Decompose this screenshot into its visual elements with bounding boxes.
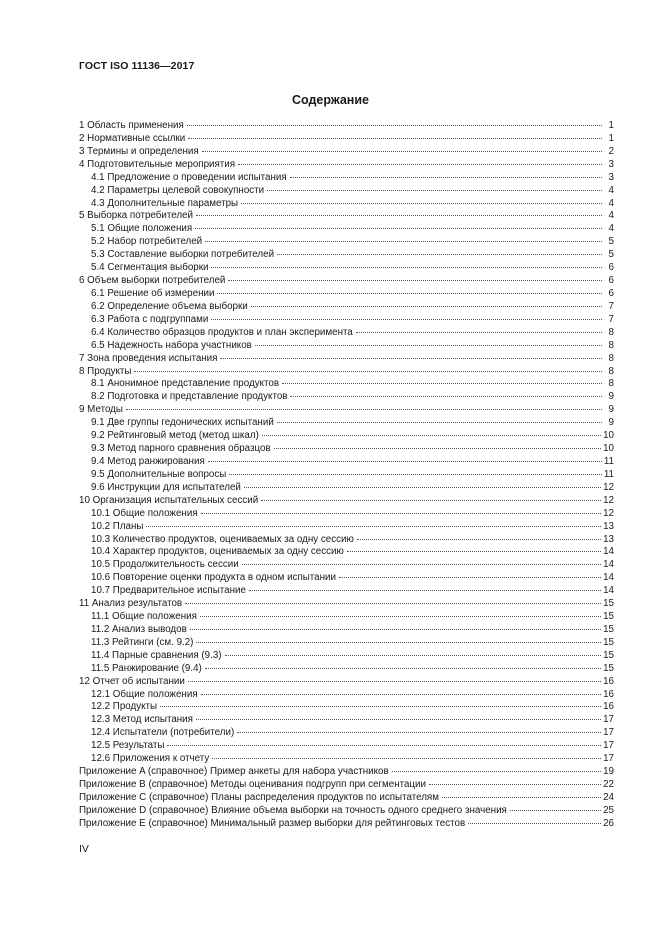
dot-leader xyxy=(211,319,602,320)
dot-leader xyxy=(146,526,601,527)
toc-entry-title: 12.3 Метод испытания xyxy=(91,714,193,726)
dot-leader xyxy=(188,138,602,139)
toc-title: Содержание xyxy=(291,93,369,107)
toc-entry-page: 15 xyxy=(603,611,614,623)
toc-entry-title: 6.4 Количество образцов продуктов и план эксперимента xyxy=(91,326,353,338)
toc-entry-title: 10.1 Общие положения xyxy=(91,507,198,519)
toc-entry[interactable] xyxy=(79,534,614,547)
toc-entry-page: 22 xyxy=(603,779,614,791)
toc-entry-title: 9.5 Дополнительные вопросы xyxy=(91,468,227,480)
toc-entry-title: 1 Область применения xyxy=(79,120,184,131)
toc-entry-title: Приложение D (справочное) Влияние объема выборки на точность одного среднего значения xyxy=(79,804,507,816)
toc-entry[interactable] xyxy=(79,469,614,482)
dot-leader xyxy=(217,293,602,294)
toc-entry[interactable] xyxy=(79,766,614,779)
toc-entry-title: 5.3 Составление выборки потребителей xyxy=(91,249,275,261)
toc-entry-page: 8 xyxy=(608,352,614,364)
toc-entry-page: 12 xyxy=(603,494,614,506)
toc-entry-page: 14 xyxy=(603,585,614,597)
dot-leader xyxy=(205,241,602,242)
toc-entry[interactable] xyxy=(79,288,614,301)
toc-entry[interactable] xyxy=(79,120,614,133)
toc-entry-title: 9 Методы xyxy=(79,404,123,416)
dot-leader xyxy=(201,513,601,514)
dot-leader xyxy=(126,409,602,410)
toc-entry[interactable] xyxy=(79,637,614,650)
toc-entry-title: 12.6 Приложения к отчету xyxy=(91,753,210,765)
toc-entry-page: 19 xyxy=(603,766,614,778)
dot-leader xyxy=(267,190,602,191)
toc-entry-title: 12.4 Испытатели (потребители) xyxy=(91,727,235,739)
toc-entry-page: 16 xyxy=(603,675,614,687)
toc-entry-title: 11.1 Общие положения xyxy=(91,611,197,623)
toc-entry[interactable] xyxy=(79,689,614,702)
toc-entry-page: 12 xyxy=(603,507,614,519)
toc-entry[interactable] xyxy=(79,314,614,327)
toc-entry-title: 4.2 Параметры целевой совокупности xyxy=(91,184,265,196)
toc-entry-title: 5 Выборка потребителей xyxy=(79,210,193,222)
dot-leader xyxy=(167,745,601,746)
toc-entry-page: 9 xyxy=(608,404,614,416)
toc-entry[interactable] xyxy=(79,779,614,792)
toc-entry-page: 14 xyxy=(603,559,614,571)
toc-entry-title: Приложение B (справочное) Методы оценивания подгрупп при сегментации xyxy=(79,779,426,791)
toc-entry[interactable] xyxy=(79,676,614,689)
toc-entry[interactable] xyxy=(79,598,614,611)
toc-entry-page: 10 xyxy=(603,430,614,442)
dot-leader xyxy=(392,771,601,772)
toc-entry-page: 6 xyxy=(608,287,614,299)
toc-entry-title: 8.2 Подготовка и представление продуктов xyxy=(91,391,288,403)
toc-entry[interactable] xyxy=(79,236,614,249)
toc-entry[interactable] xyxy=(79,611,614,624)
dot-leader xyxy=(195,228,602,229)
toc-entry-title: Приложение A (справочное) Пример анкеты для набора участников xyxy=(79,766,389,778)
toc-entry-page: 4 xyxy=(608,210,614,222)
toc-entry-page: 17 xyxy=(603,753,614,765)
toc-entry-title: 6.2 Определение объема выборки xyxy=(91,300,248,312)
dot-leader xyxy=(205,668,601,669)
toc-entry-page: 1 xyxy=(608,120,614,131)
toc-entry-title: 5.2 Набор потребителей xyxy=(91,236,203,248)
toc-entry-title: 6.5 Надежность набора участников xyxy=(91,339,252,351)
dot-leader xyxy=(211,267,602,268)
toc-entry[interactable] xyxy=(79,650,614,663)
toc-entry[interactable] xyxy=(79,727,614,740)
dot-leader xyxy=(255,345,602,346)
dot-leader xyxy=(262,435,601,436)
dot-leader xyxy=(188,681,601,682)
toc-entry[interactable] xyxy=(79,508,614,521)
toc-entry[interactable] xyxy=(79,818,614,831)
toc-entry-page: 10 xyxy=(603,443,614,455)
toc-entry[interactable] xyxy=(79,805,614,818)
dot-leader xyxy=(225,655,602,656)
toc-entry-title: 8.1 Анонимное представление продуктов xyxy=(91,378,280,390)
toc-entry-page: 25 xyxy=(603,804,614,816)
dot-leader xyxy=(442,797,601,798)
toc-entry-title: 4.1 Предложение о проведении испытания xyxy=(91,171,287,183)
toc-entry[interactable] xyxy=(79,353,614,366)
toc-entry-title: 9.2 Рейтинговый метод (метод шкал) xyxy=(91,430,259,442)
toc-entry[interactable] xyxy=(79,663,614,676)
document-header: ГОСТ ISO 11136—2017 xyxy=(79,60,195,72)
toc-entry-page: 1 xyxy=(608,132,614,144)
toc-entry[interactable] xyxy=(79,521,614,534)
toc-entry[interactable] xyxy=(79,391,614,404)
toc-entry-page: 12 xyxy=(603,481,614,493)
toc-entry-page: 17 xyxy=(603,740,614,752)
toc-entry-page: 11 xyxy=(603,455,614,467)
toc-entry-page: 13 xyxy=(603,533,614,545)
toc-entry-title: 4 Подготовительные мероприятия xyxy=(79,158,236,170)
dot-leader xyxy=(185,603,601,604)
toc-entry[interactable] xyxy=(79,624,614,637)
dot-leader xyxy=(238,164,602,165)
toc-entry-title: Приложение C (справочное) Планы распределения продуктов по испытателям xyxy=(79,791,439,803)
dot-leader xyxy=(201,694,601,695)
toc-entry-title: 8 Продукты xyxy=(79,365,132,377)
toc-entry-title: 11 Анализ результатов xyxy=(79,598,183,610)
toc-entry-page: 6 xyxy=(608,275,614,287)
toc-entry-title: 10.3 Количество продуктов, оцениваемых за одну сессию xyxy=(91,533,354,545)
dot-leader xyxy=(261,500,601,501)
dot-leader xyxy=(274,448,601,449)
toc-entry-title: 5.1 Общие положения xyxy=(91,223,193,235)
toc-entry[interactable] xyxy=(79,275,614,288)
toc-entry[interactable] xyxy=(79,198,614,211)
toc-entry-page: 7 xyxy=(608,300,614,312)
toc-entry-title: 2 Нормативные ссылки xyxy=(79,132,186,144)
dot-leader xyxy=(237,732,601,733)
toc-entry[interactable] xyxy=(79,301,614,314)
toc-entry-title: 7 Зона проведения испытания xyxy=(79,352,218,364)
toc-entry-page: 17 xyxy=(603,727,614,739)
toc-entry-title: 9.6 Инструкции для испытателей xyxy=(91,481,241,493)
toc-entry[interactable] xyxy=(79,456,614,469)
toc-entry[interactable] xyxy=(79,443,614,456)
dot-leader xyxy=(212,758,601,759)
table-of-contents xyxy=(79,120,614,831)
dot-leader xyxy=(290,177,602,178)
toc-entry-title: 12.1 Общие положения xyxy=(91,688,198,700)
toc-entry[interactable] xyxy=(79,585,614,598)
toc-entry[interactable] xyxy=(79,185,614,198)
toc-entry-page: 24 xyxy=(603,791,614,803)
toc-entry[interactable] xyxy=(79,340,614,353)
toc-entry-page: 5 xyxy=(608,236,614,248)
toc-entry-page: 15 xyxy=(603,662,614,674)
toc-entry-page: 14 xyxy=(603,546,614,558)
dot-leader xyxy=(468,823,601,824)
toc-entry[interactable] xyxy=(79,249,614,262)
toc-entry[interactable] xyxy=(79,404,614,417)
dot-leader xyxy=(190,629,601,630)
toc-entry[interactable] xyxy=(79,430,614,443)
toc-entry[interactable] xyxy=(79,559,614,572)
dot-leader xyxy=(187,125,602,126)
toc-entry-page: 16 xyxy=(603,688,614,700)
toc-entry-page: 3 xyxy=(608,158,614,170)
toc-entry-page: 17 xyxy=(603,714,614,726)
toc-entry-title: 6.3 Работа с подгруппами xyxy=(91,313,209,325)
toc-entry-page: 8 xyxy=(608,326,614,338)
toc-entry[interactable] xyxy=(79,753,614,766)
toc-entry-page: 14 xyxy=(603,572,614,584)
dot-leader xyxy=(347,551,601,552)
dot-leader xyxy=(228,280,602,281)
toc-entry-page: 26 xyxy=(603,817,614,829)
dot-leader xyxy=(196,215,602,216)
toc-entry[interactable] xyxy=(79,159,614,172)
toc-entry-page: 15 xyxy=(603,623,614,635)
page-number: IV xyxy=(79,843,89,855)
toc-entry[interactable] xyxy=(79,327,614,340)
toc-entry-title: 6.1 Решение об измерении xyxy=(91,287,215,299)
toc-entry-title: 6 Объем выборки потребителей xyxy=(79,275,226,287)
toc-entry-title: 9.3 Метод парного сравнения образцов xyxy=(91,443,271,455)
dot-leader xyxy=(356,332,602,333)
dot-leader xyxy=(290,396,602,397)
dot-leader xyxy=(277,422,602,423)
toc-entry[interactable] xyxy=(79,495,614,508)
toc-entry-title: 11.2 Анализ выводов xyxy=(91,623,187,635)
toc-entry[interactable] xyxy=(79,172,614,185)
toc-entry-title: 12.2 Продукты xyxy=(91,701,158,713)
toc-entry-page: 2 xyxy=(608,145,614,157)
toc-entry-page: 4 xyxy=(608,223,614,235)
dot-leader xyxy=(220,358,602,359)
dot-leader xyxy=(429,784,601,785)
toc-entry-page: 16 xyxy=(603,701,614,713)
toc-entry-page: 15 xyxy=(603,598,614,610)
toc-entry[interactable] xyxy=(79,740,614,753)
toc-entry[interactable] xyxy=(79,701,614,714)
toc-entry-title: 9.1 Две группы гедонических испытаний xyxy=(91,417,274,429)
toc-entry[interactable] xyxy=(79,146,614,159)
dot-leader xyxy=(249,590,601,591)
dot-leader xyxy=(202,151,602,152)
toc-entry-page: 4 xyxy=(608,184,614,196)
toc-entry-page: 8 xyxy=(608,378,614,390)
dot-leader xyxy=(357,539,601,540)
toc-entry-title: Приложение E (справочное) Минимальный размер выборки для рейтинговых тестов xyxy=(79,817,466,829)
toc-entry-page: 7 xyxy=(608,313,614,325)
toc-entry-title: 10.4 Характер продуктов, оцениваемых за одну сессию xyxy=(91,546,344,558)
toc-entry-page: 8 xyxy=(608,339,614,351)
toc-entry-title: 10.6 Повторение оценки продукта в одном испытании xyxy=(91,572,336,584)
toc-entry-page: 15 xyxy=(603,649,614,661)
toc-entry-title: 10.5 Продолжительность сессии xyxy=(91,559,239,571)
toc-entry[interactable] xyxy=(79,378,614,391)
toc-entry-page: 4 xyxy=(608,197,614,209)
toc-entry-title: 11.4 Парные сравнения (9.3) xyxy=(91,649,222,661)
dot-leader xyxy=(208,461,602,462)
dot-leader xyxy=(339,577,601,578)
dot-leader xyxy=(244,487,601,488)
toc-entry-title: 5.4 Сегментация выборки xyxy=(91,262,209,274)
toc-entry-title: 12.5 Результаты xyxy=(91,740,165,752)
toc-entry-title: 10.7 Предварительное испытание xyxy=(91,585,246,597)
dot-leader xyxy=(251,306,602,307)
dot-leader xyxy=(229,474,602,475)
toc-entry[interactable] xyxy=(79,210,614,223)
toc-entry-title: 11.3 Рейтинги (см. 9.2) xyxy=(91,636,194,648)
dot-leader xyxy=(200,616,601,617)
toc-entry[interactable] xyxy=(79,792,614,805)
toc-entry[interactable] xyxy=(79,133,614,146)
dot-leader xyxy=(160,706,601,707)
toc-entry-page: 5 xyxy=(608,249,614,261)
dot-leader xyxy=(196,719,601,720)
toc-entry-title: 3 Термины и определения xyxy=(79,145,199,157)
toc-entry-title: 4.3 Дополнительные параметры xyxy=(91,197,239,209)
dot-leader xyxy=(196,642,601,643)
dot-leader xyxy=(242,564,601,565)
toc-entry[interactable] xyxy=(79,262,614,275)
toc-entry[interactable] xyxy=(79,417,614,430)
toc-entry-page: 13 xyxy=(603,520,614,532)
toc-entry-title: 11.5 Ранжирование (9.4) xyxy=(91,662,202,674)
toc-entry-title: 10.2 Планы xyxy=(91,520,144,532)
dot-leader xyxy=(282,383,602,384)
toc-entry-page: 15 xyxy=(603,636,614,648)
toc-entry-page: 6 xyxy=(608,262,614,274)
toc-entry[interactable] xyxy=(79,714,614,727)
toc-entry[interactable] xyxy=(79,366,614,379)
toc-entry-title: 10 Организация испытательных сессий xyxy=(79,494,259,506)
dot-leader xyxy=(134,371,602,372)
dot-leader xyxy=(510,810,601,811)
toc-entry-title: 9.4 Метод ранжирования xyxy=(91,455,205,467)
toc-entry[interactable] xyxy=(79,223,614,236)
toc-entry[interactable] xyxy=(79,482,614,495)
dot-leader xyxy=(277,254,602,255)
toc-entry-page: 8 xyxy=(608,365,614,377)
toc-entry[interactable] xyxy=(79,572,614,585)
toc-entry[interactable] xyxy=(79,546,614,559)
toc-entry-page: 9 xyxy=(608,417,614,429)
toc-entry-page: 11 xyxy=(603,468,614,480)
toc-entry-title: 12 Отчет об испытании xyxy=(79,675,185,687)
toc-entry-page: 3 xyxy=(608,171,614,183)
toc-entry-page: 9 xyxy=(608,391,614,403)
dot-leader xyxy=(241,203,602,204)
